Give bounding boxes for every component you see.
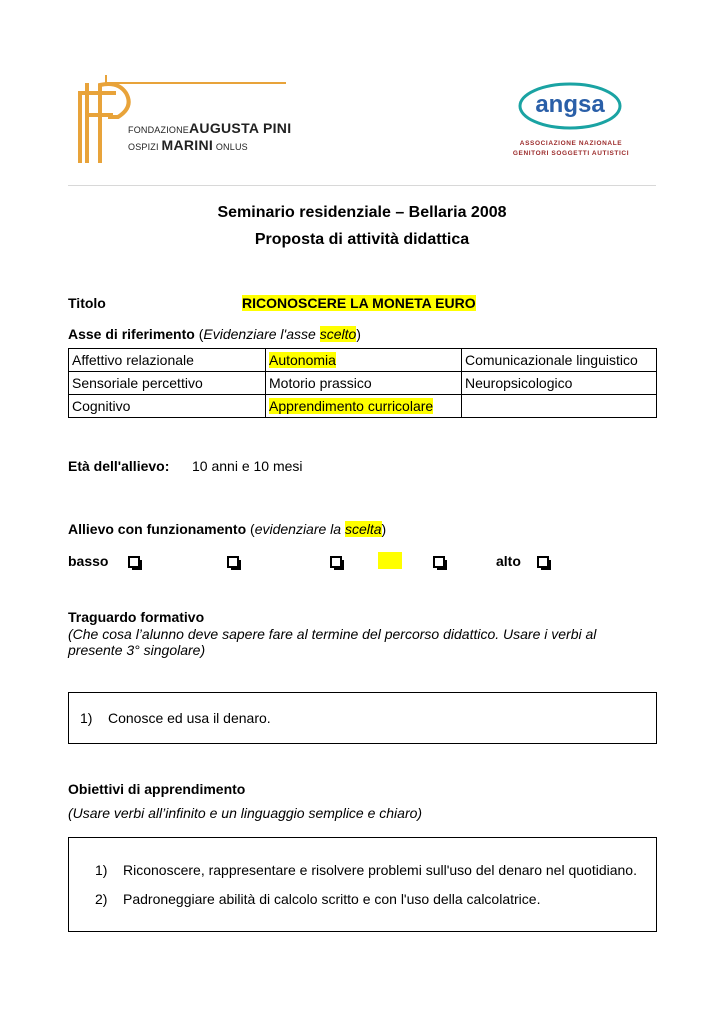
eta-value: 10 anni e 10 mesi [192, 458, 303, 474]
fondazione-logo [70, 73, 290, 168]
list-item-number: 1) [95, 862, 108, 878]
level-4-checkbox-selected[interactable] [433, 556, 445, 568]
table-cell [462, 372, 657, 395]
eta-label: Età dell'allievo: [68, 458, 170, 474]
traguardo-box [68, 692, 657, 744]
traguardo-note [68, 626, 596, 658]
cell-text: Cognitivo [72, 398, 131, 414]
list-item [95, 891, 650, 908]
angsa-logo [498, 76, 644, 162]
cell-text-selected: Apprendimento curricolare [269, 398, 434, 414]
table-row [69, 349, 657, 372]
level-2-checkbox[interactable] [227, 556, 239, 568]
table-cell [69, 349, 266, 372]
table-row [69, 372, 657, 395]
funzionamento-high-label: alto [496, 553, 521, 569]
funzionamento-low-label: basso [68, 553, 109, 569]
titolo-value: RICONOSCERE LA MONETA EURO [242, 295, 476, 311]
cell-text: Sensoriale percettivo [72, 375, 203, 391]
table-cell [266, 372, 462, 395]
page-subtitle: Proposta di attività didattica [254, 231, 470, 248]
list-item-number: 1) [80, 710, 93, 726]
level-1-checkbox[interactable] [128, 556, 140, 568]
obiettivi-box [68, 837, 657, 932]
obiettivi-note-text: (Usare verbi all’infinito e un linguaggio semplice e chiaro) [68, 805, 423, 821]
cell-text-selected: Autonomia [269, 352, 336, 368]
traguardo-note-line2: presente 3° singolare) [68, 642, 206, 658]
logo-ospizi-small: OSPIZI [128, 142, 159, 152]
titolo-label: Titolo [68, 295, 106, 311]
list-item-text: Riconoscere, rappresentare e risolvere problemi sull'uso del denaro nel quotidiano. [123, 862, 637, 878]
asse-label: Asse di riferimento [68, 326, 195, 342]
angsa-line2: GENITORI SOGGETTI AUTISTICI [512, 150, 630, 157]
table-cell [266, 349, 462, 372]
list-item-number: 2) [95, 891, 108, 907]
cell-text: Neuropsicologico [465, 375, 573, 391]
logo-onlus: ONLUS [215, 142, 248, 152]
cell-text: Affettivo relazionale [72, 352, 194, 368]
funz-note-open: ( [246, 521, 255, 537]
level-5-checkbox[interactable] [537, 556, 549, 568]
obiettivi-note [68, 805, 422, 821]
asse-note-highlight: scelto [319, 326, 357, 342]
asse-note-open: ( [194, 326, 204, 342]
funzionamento-label: Allievo con funzionamento [68, 521, 247, 537]
asse-table [68, 348, 657, 418]
page-title: Seminario residenziale – Bellaria 2008 [217, 204, 507, 221]
angsa-wave-icon [498, 76, 644, 136]
logo-marini-big: MARINI [161, 137, 214, 153]
table-cell [266, 395, 462, 418]
cell-text: Motorio prassico [269, 375, 372, 391]
funzionamento-heading [68, 521, 386, 537]
level-3-checkbox[interactable] [330, 556, 342, 568]
table-row [69, 395, 657, 418]
list-item-text: Conosce ed usa il denaro. [108, 710, 271, 726]
logo-fondazione-big: AUGUSTA PINI [189, 120, 292, 136]
logo-fondazione-small: FONDAZIONE [128, 125, 190, 135]
list-item-text: Padroneggiare abilità di calcolo scritto e con l'uso della calcolatrice. [123, 891, 541, 907]
header-divider [68, 185, 656, 186]
table-cell [462, 395, 657, 418]
obiettivi-label: Obiettivi di apprendimento [68, 781, 246, 797]
traguardo-label: Traguardo formativo [68, 609, 205, 625]
table-cell [69, 372, 266, 395]
angsa-logo-text: angsa [535, 91, 605, 118]
funz-note-text: evidenziare la [254, 521, 345, 537]
cell-text: Comunicazionale linguistico [465, 352, 638, 368]
table-cell [462, 349, 657, 372]
table-cell [69, 395, 266, 418]
asse-note-close: ) [356, 326, 361, 342]
list-item [80, 710, 640, 727]
traguardo-note-line1: (Che cosa l’alunno deve sapere fare al termine del percorso didattico. Usare i verbi al [68, 626, 597, 642]
angsa-line1: ASSOCIAZIONE NAZIONALE [519, 140, 623, 147]
funz-note-close: ) [381, 521, 387, 537]
asse-heading [68, 326, 361, 342]
asse-note-text: Evidenziare l'asse [203, 326, 320, 342]
funz-note-highlight: scelta [344, 521, 382, 537]
level-4-highlight [378, 552, 402, 569]
list-item [95, 862, 650, 879]
